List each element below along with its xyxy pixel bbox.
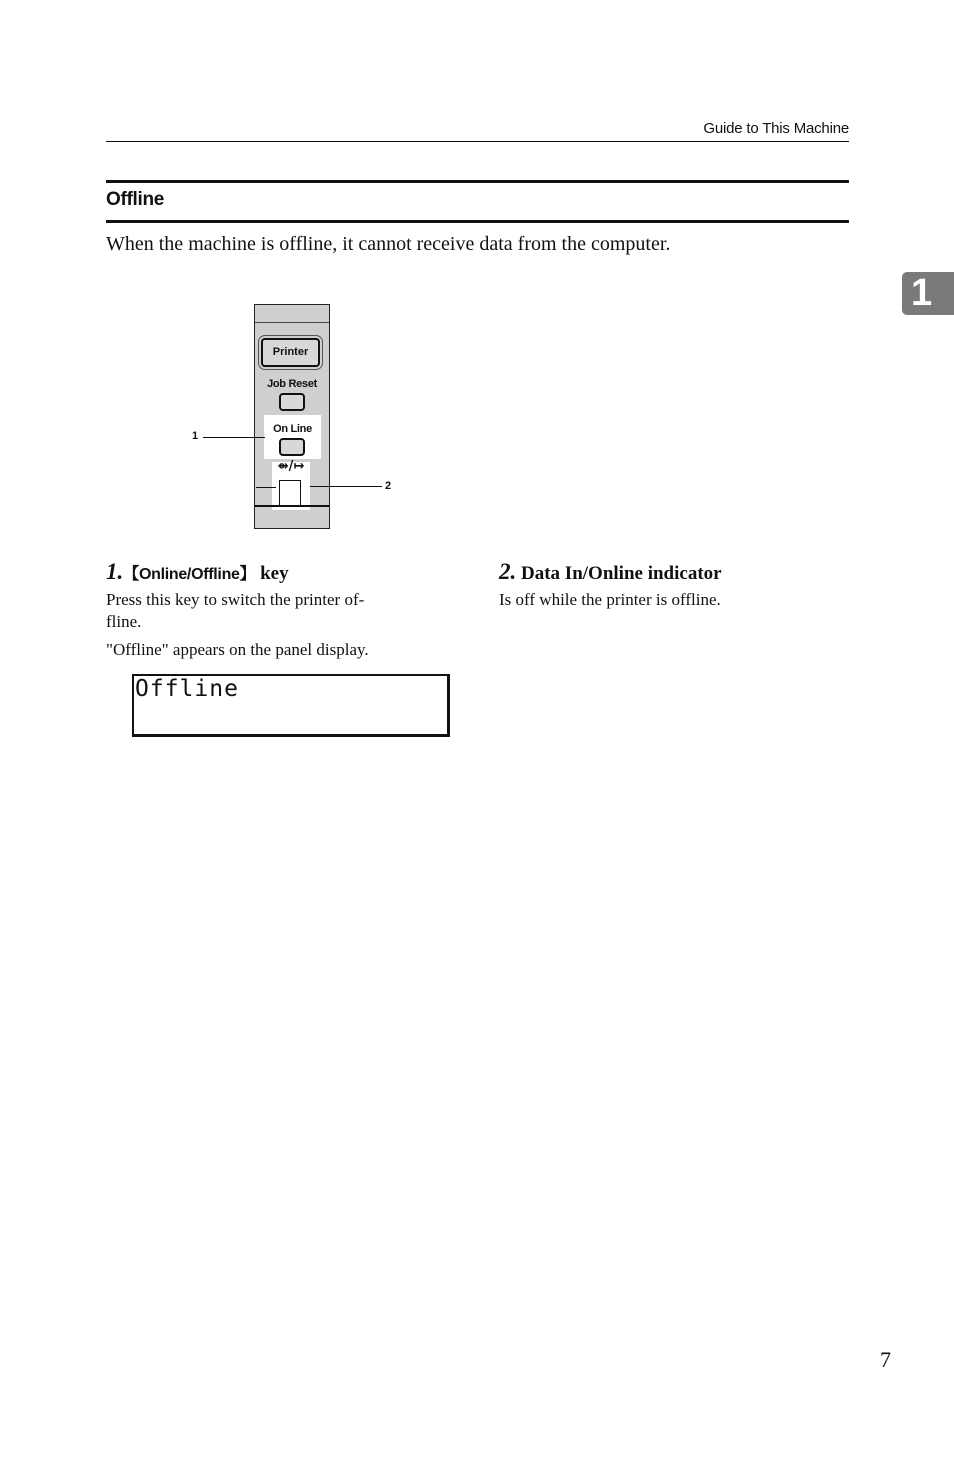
online-key: [279, 438, 305, 456]
page-number: 7: [880, 1347, 891, 1372]
job-reset-key: [279, 393, 305, 411]
job-reset-label: Job Reset: [267, 378, 317, 390]
callout-1: 1: [192, 430, 199, 442]
panel-bottom-line: [255, 505, 329, 507]
item-1-suffix: key: [260, 563, 289, 584]
panel-display: [132, 674, 450, 737]
item-1-heading: [106, 559, 458, 585]
section-rule-bottom: [106, 220, 849, 223]
callout-1-leader: [203, 437, 265, 438]
intro-paragraph: When the machine is offline, it cannot receive data from the computer.: [106, 233, 671, 255]
callout-2-leader: [310, 486, 382, 487]
printer-key-label: Printer: [272, 346, 309, 358]
item-1-text-line-2: fline.: [106, 612, 142, 631]
indicator-tick-left: [256, 487, 276, 488]
item-1-bracket-close: 】: [239, 566, 256, 583]
item-1-bracket-open: 【: [123, 566, 139, 583]
item-1-text-line-1: Press this key to switch the printer of-: [106, 590, 365, 609]
item-2-heading: [499, 559, 849, 585]
running-header: Guide to This Machine: [703, 120, 849, 137]
data-in-online-icon: ⇴/↦: [277, 459, 305, 474]
item-2-text: Is off while the printer is offline.: [499, 590, 721, 609]
chapter-tab: [902, 272, 954, 315]
item-1-number: 1.: [106, 559, 124, 584]
item-2-number: 2.: [499, 559, 517, 584]
item-2-title: Data In/Online indicator: [521, 563, 722, 584]
section-title: Offline: [106, 189, 165, 210]
data-in-online-indicator: [279, 480, 301, 506]
panel-display-text: Offline: [135, 676, 239, 702]
item-1-key-name: Online/Offline: [138, 566, 240, 583]
header-rule: [106, 141, 849, 142]
section-rule-top: [106, 180, 849, 183]
item-1-text-line-3: "Offline" appears on the panel display.: [106, 640, 369, 659]
callout-2: 2: [385, 480, 392, 492]
chapter-number: 1: [911, 272, 933, 314]
panel-top-line: [255, 322, 329, 323]
online-key-label: On Line: [273, 423, 312, 435]
printer-key: [261, 338, 320, 367]
